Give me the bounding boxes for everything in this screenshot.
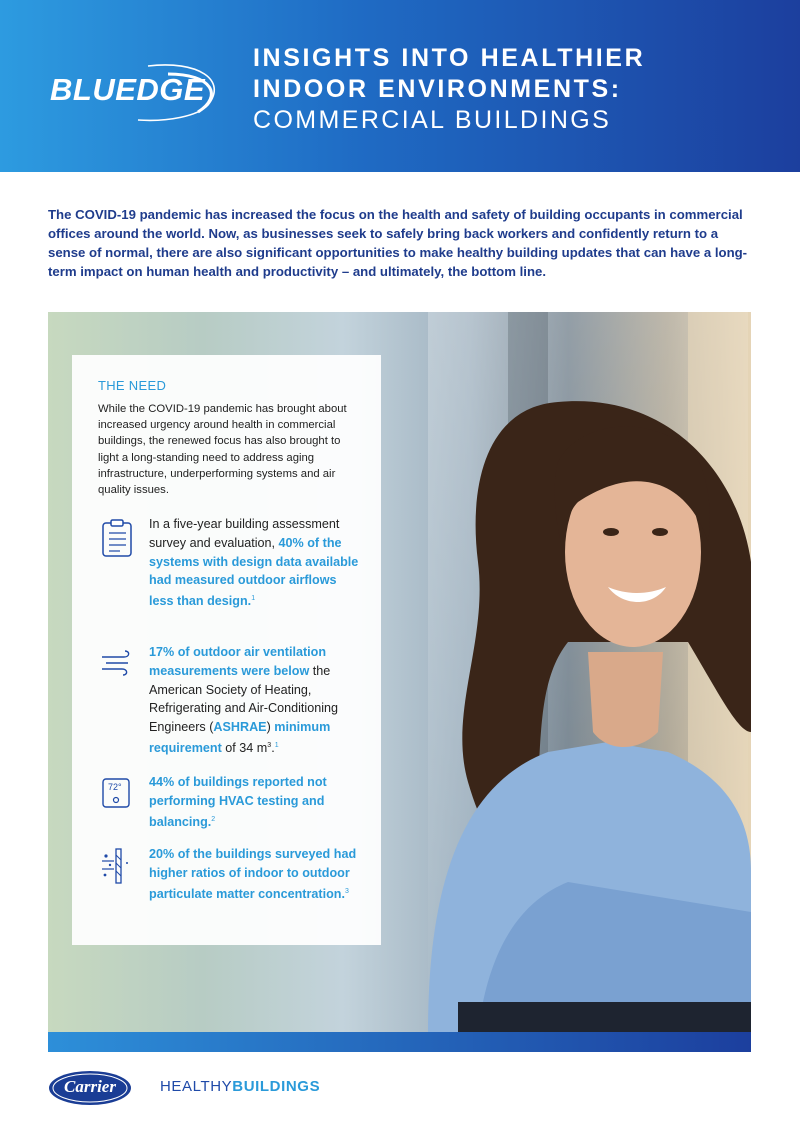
title-line-2: INDOOR ENVIRONMENTS: [253, 75, 622, 103]
thermostat-reading: 72° [108, 782, 122, 792]
header-banner [0, 0, 800, 172]
title-line-3: COMMERCIAL BUILDINGS [253, 106, 612, 134]
stat-1-highlight: 40% of the systems with design data available had measured outdoor airflows less than design. [149, 535, 359, 609]
stat-2-ref: 1 [274, 741, 279, 749]
stat-2-mid: the American Society of Heating, Refrigerating and Air-Conditioning Engineers ( [149, 663, 339, 735]
bluedge-logo-text: BLUEDGE [50, 72, 206, 107]
stat-2-tail: of 34 m [221, 741, 268, 756]
stat-item-particulate [149, 845, 361, 904]
stat-item-assessment [149, 515, 361, 611]
carrier-logo-text: Carrier [64, 1077, 116, 1096]
stat-4-highlight: 20% of the buildings surveyed had higher ratios of indoor to outdoor particulate matter concentration. [149, 847, 357, 901]
brand-healthy: HEALTHY [160, 1078, 233, 1095]
need-body: While the COVID-19 pandemic has brought about increased urgency around health in commercial buildings, the renewed focus has also brought to light a long-standing need to address aging infrastructure, underperforming systems and air quality issues. [98, 403, 347, 497]
thermostat-frame-icon [100, 775, 134, 815]
stat-item-ventilation [149, 643, 361, 758]
stat-1-prefix: In a five-year building assessment survey and evaluation, [149, 517, 340, 550]
title-line-1: INSIGHTS INTO HEALTHIER [253, 44, 646, 72]
stat-4-ref: 3 [344, 887, 349, 895]
airflow-icon [100, 643, 134, 683]
stat-2-mid2: ) [266, 720, 275, 735]
thermostat-icon [100, 775, 134, 815]
stat-2-tail2: . [271, 741, 275, 756]
brand-buildings: BUILDINGS [232, 1078, 321, 1095]
particulate-filter-icon [100, 847, 134, 887]
stat-2-acronym: ASHRAE [213, 720, 267, 735]
stat-2-highlight: 17% of outdoor air ventilation measurements were below [149, 645, 327, 678]
stat-1-ref: 1 [251, 595, 256, 603]
clipboard-icon [100, 518, 134, 558]
need-heading: THE NEED [98, 378, 167, 393]
photo-bottom-bar [48, 1032, 751, 1052]
stat-2-unit-sup: 3 [267, 741, 272, 749]
need-card [72, 355, 381, 945]
stat-2-highlight2: minimum requirement [149, 720, 331, 756]
healthy-buildings-brand [160, 1078, 320, 1095]
stat-3-ref: 2 [211, 815, 216, 823]
stat-item-hvac-testing [149, 773, 361, 832]
bluedge-logo [48, 60, 223, 124]
stat-3-highlight: 44% of buildings reported not performing HVAC testing and balancing. [149, 775, 327, 829]
intro-paragraph: The COVID-19 pandemic has increased the focus on the health and safety of building occupants in commercial offices around the world. Now, as businesses seek to safely bring back workers and confidently return to a sense of normal, there are also significant opportunities to make healthy building updates that can have a long-term impact on human health and productivity – and ultimately, the bottom line. [48, 207, 748, 279]
carrier-logo [48, 1070, 132, 1106]
